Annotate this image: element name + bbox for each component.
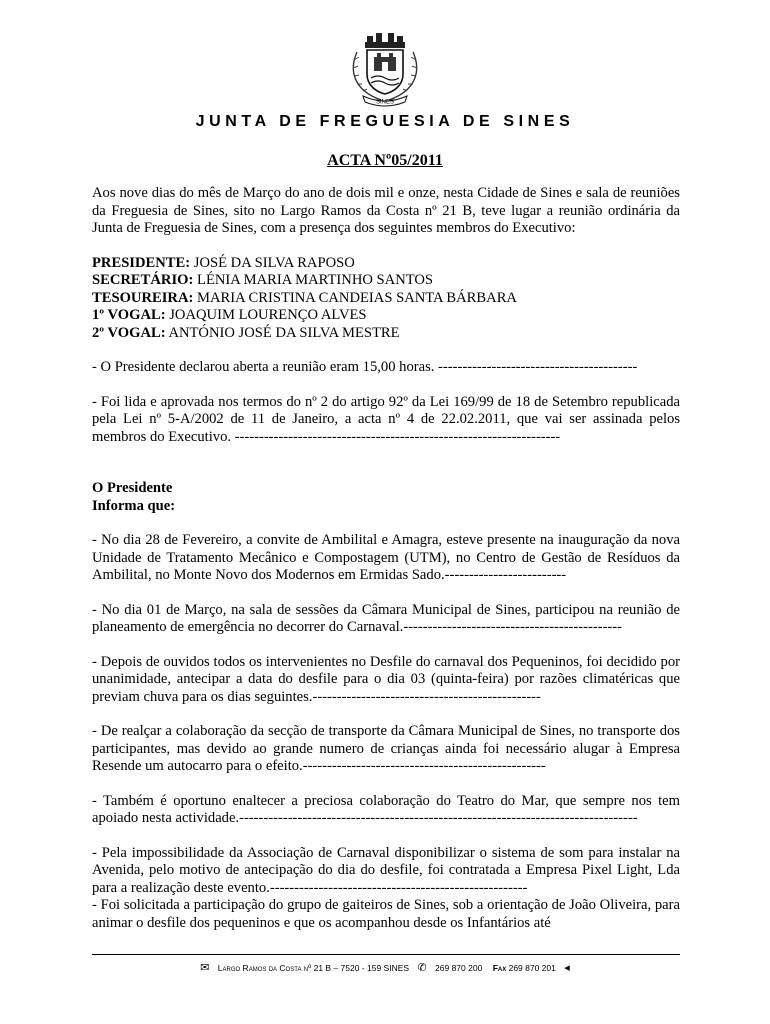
member-row [92, 255, 680, 273]
section-heading-president: O Presidente [92, 480, 173, 496]
envelope-icon: ✉ [200, 962, 210, 974]
member-role: PRESIDENTE: [92, 254, 191, 271]
member-row [92, 290, 680, 308]
member-role: TESOUREIRA: [92, 289, 194, 306]
member-name: JOAQUIM LOURENÇO ALVES [169, 307, 367, 323]
svg-text:SINES: SINES [375, 99, 395, 106]
info-item: - No dia 28 de Fevereiro, a convite de Ambilital e Amagra, esteve presente na inauguração da nova Unidade de Tratamento Mecânico e Compostagem (UTM), no Centro de Gestão de Resíduos da Ambilital, no Monte Novo dos Modernos em Ermidas Sado.------------------------- [92, 532, 680, 583]
footer-divider [92, 954, 680, 955]
document-title: ACTA Nº05/2011 [327, 152, 443, 169]
intro-paragraph: Aos nove dias do mês de Março do ano de dois mil e onze, nesta Cidade de Sines e sala de reuniões da Freguesia de Sines, sito no Largo Ramos da Costa nº 21 B, teve lugar a reunião ordinária da Junta de Freguesia de Sines, com a presença dos seguintes membros do Executivo: [92, 185, 680, 236]
member-name: MARIA CRISTINA CANDEIAS SANTA BÁRBARA [197, 289, 517, 306]
footer-fax-label: Fax [492, 962, 507, 973]
member-name: JOSÉ DA SILVA RAPOSO [193, 254, 355, 271]
section-heading-informs: Informa que: [92, 497, 176, 514]
info-item: - De realçar a colaboração da secção de transporte da Câmara Municipal de Sines, no transporte dos participantes, mas devido ao grande numero de crianças ainda foi necessário alugar à Empresa Resende um autocarro para o efeito.-------------------------------------------------- [92, 723, 680, 774]
footer [0, 961, 770, 974]
info-item: - Pela impossibilidade da Associação de Carnaval disponibilizar o sistema de som para instalar na Avenida, pelo motivo de antecipação do dia do desfile, foi contratada a Empresa Pixel Light, Lda para a realização deste evento.----------------------------------------------------- [92, 844, 680, 896]
info-item: - Também é oportuno enaltecer a preciosa colaboração do Teatro do Mar, que sempre nos tem apoiado nesta actividade.---------------------------------------------------------------------------------- [92, 792, 680, 826]
footer-fax: 269 870 201 [508, 962, 556, 973]
member-row [92, 272, 680, 290]
info-item: - No dia 01 de Março, na sala de sessões da Câmara Municipal de Sines, participou na reunião de planeamento de emergência no decorrer do Carnaval.--------------------------------------------- [92, 601, 680, 635]
member-row [92, 325, 680, 343]
approval-paragraph: - Foi lida e aprovada nos termos do nº 2 do artigo 92º da Lei 169/99 de 18 de Setembro republicada pela Lei nº 5-A/2002 de 11 de Janeiro, a acta nº 4 de 22.02.2011, que vai ser assinada pelos membros do Executivo. ------------------------------------------------------------------- [92, 393, 680, 445]
footer-phone: 269 870 200 [435, 962, 483, 973]
member-role: SECRETÁRIO: [92, 272, 194, 288]
info-item: - Depois de ouvidos todos os intervenientes no Desfile do carnaval dos Pequeninos, foi decidido por unanimidade, antecipar a data do desfile para o dia 03 (quinta-feira) por razões climatéricas que previam chuva para os dias seguintes.----------------------------------------------- [92, 653, 680, 705]
member-role: 1º VOGAL: [92, 307, 166, 323]
member-role: 2º VOGAL: [92, 324, 166, 341]
coat-of-arms-logo [341, 30, 429, 108]
phone-icon: ✆ [417, 962, 427, 974]
member-name: LÉNIA MARIA MARTINHO SANTOS [197, 272, 434, 288]
organization-name: JUNTA DE FREGUESIA DE SINES [195, 113, 575, 130]
members-list [92, 255, 680, 343]
opening-paragraph: - O Presidente declarou aberta a reunião eram 15,00 horas. ----------------------------------------- [92, 359, 638, 375]
info-item: - Foi solicitada a participação do grupo de gaiteiros de Sines, sob a orientação de João Oliveira, para animar o desfile dos pequeninos e que os acompanhou desde os Infantários até [92, 897, 680, 931]
member-name: ANTÓNIO JOSÉ DA SILVA MESTRE [168, 324, 400, 341]
member-row [92, 307, 680, 325]
footer-address: Largo Ramos da Costa nº 21 B – 7520 - 159 SINES [217, 962, 410, 973]
fax-icon: ◂ [564, 962, 570, 974]
document-body [92, 185, 680, 932]
